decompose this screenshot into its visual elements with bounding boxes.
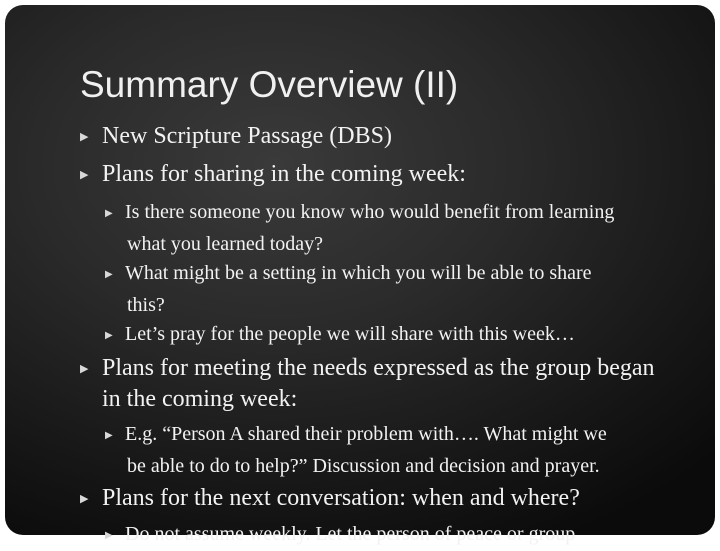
sub-bullet-do-not-assume-weekly	[105, 519, 575, 551]
slide-title: Summary Overview (II)	[80, 64, 459, 105]
bullet-text: Let’s pray for the people we will share with this week…	[125, 323, 575, 345]
bullet-arrow-icon: ▶	[80, 168, 89, 181]
bullet-text: Plans for the next conversation: when and where?	[102, 485, 580, 511]
sub-bullet-lets-pray	[105, 319, 575, 351]
bullet-arrow-icon: ▶	[80, 362, 89, 375]
bullet-text-line1: E.g. “Person A shared their problem with…. What might we	[125, 423, 607, 445]
bullet-text-line1: Is there someone you know who would benefit from learning	[125, 201, 615, 223]
bullet-plans-for-sharing	[80, 159, 466, 190]
bullet-arrow-icon: ▶	[105, 530, 113, 541]
bullet-plans-for-meeting-needs	[80, 353, 655, 415]
bullet-arrow-icon: ▶	[80, 130, 89, 143]
bullet-text-line2: what you learned today?	[127, 233, 324, 255]
slide-body	[5, 5, 715, 545]
sub-bullet-someone-you-know	[105, 197, 614, 259]
bullet-arrow-icon: ▶	[105, 330, 113, 341]
bullet-text-line1: What might be a setting in which you will be able to share	[125, 262, 592, 284]
bullet-text-line2: be able to do to help?” Discussion and decision and prayer.	[127, 455, 600, 477]
bullet-text: Do not assume weekly. Let the person of peace or group	[125, 523, 576, 545]
bullet-text: New Scripture Passage (DBS)	[102, 123, 392, 149]
bullet-text-line1: Plans for meeting the needs expressed as the group began	[102, 355, 655, 381]
slide	[5, 5, 715, 545]
bullet-arrow-icon: ▶	[105, 269, 113, 280]
bullet-arrow-icon: ▶	[105, 208, 113, 219]
sub-bullet-example-person-a	[105, 419, 607, 481]
bullet-arrow-icon: ▶	[80, 492, 89, 505]
sub-bullet-setting-to-share	[105, 258, 592, 320]
bullet-arrow-icon: ▶	[105, 430, 113, 441]
bullet-next-conversation	[80, 483, 580, 514]
bullet-text: Plans for sharing in the coming week:	[102, 161, 466, 187]
bullet-new-scripture-passage	[80, 121, 392, 152]
bullet-text-line2: this?	[127, 294, 165, 316]
bullet-text-line2: in the coming week:	[102, 386, 298, 412]
